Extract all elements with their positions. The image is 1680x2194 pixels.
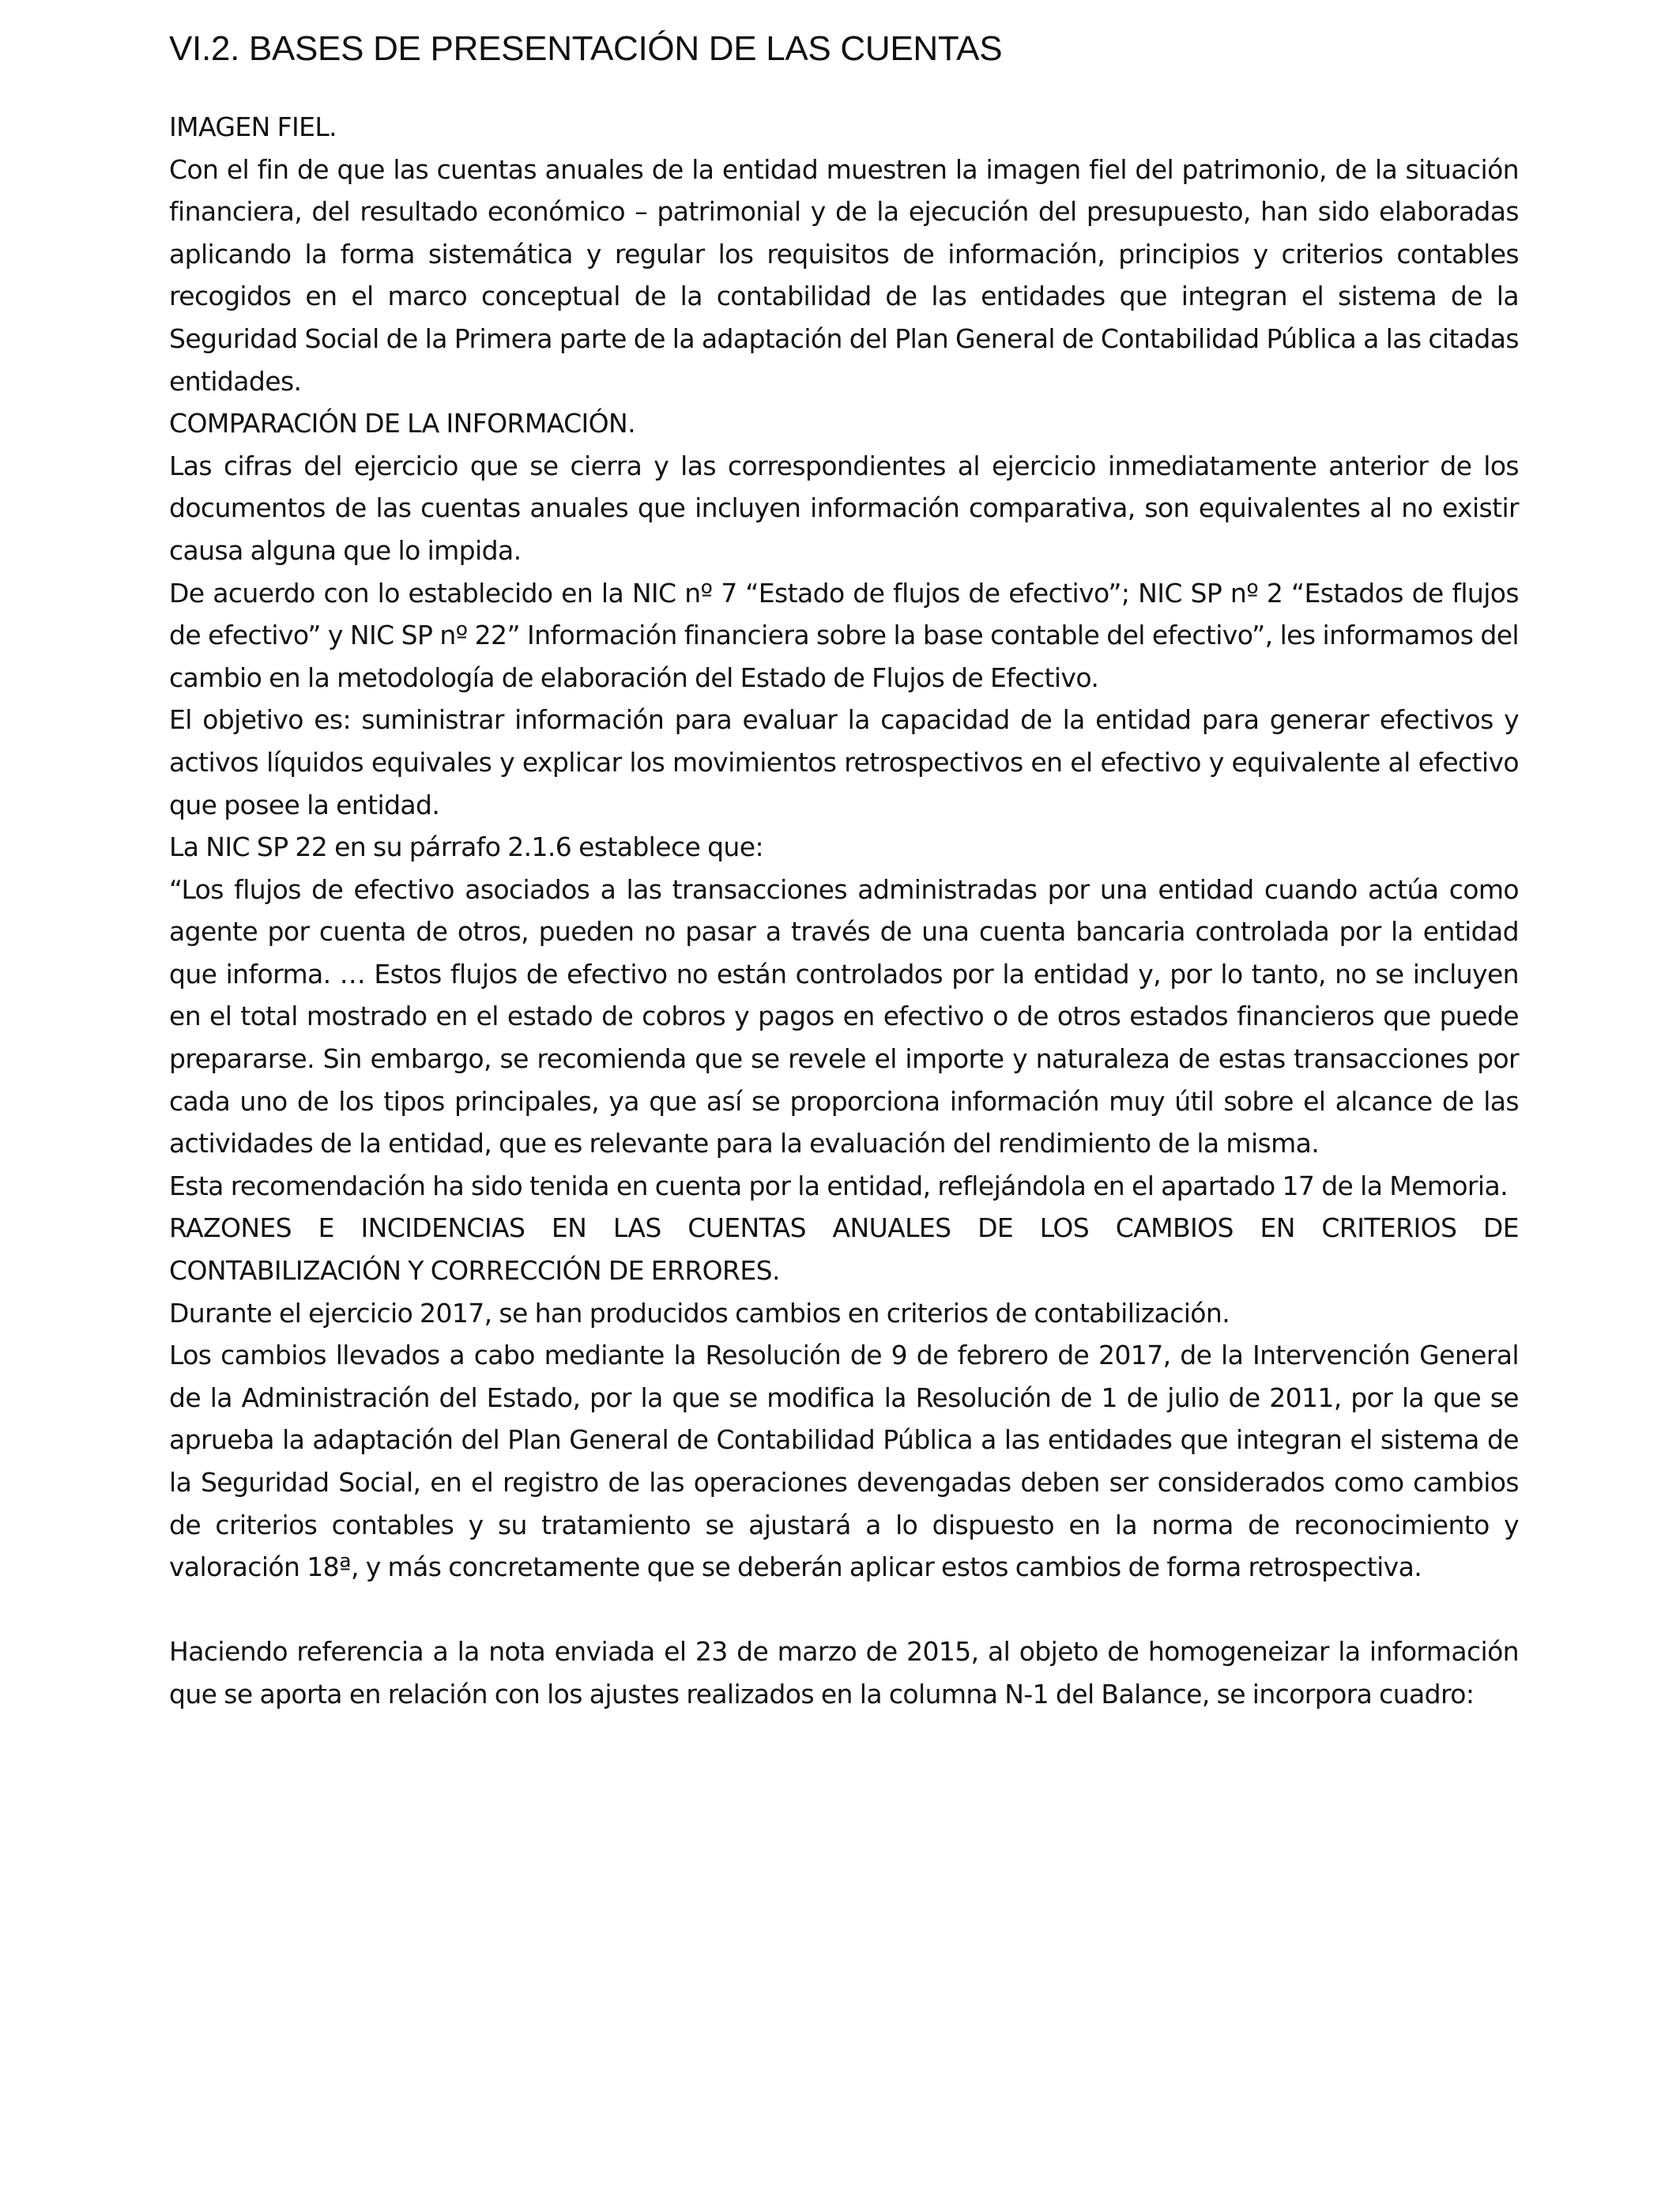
paragraph-recomendacion: Esta recomendación ha sido tenida en cuenta por la entidad, reflejándola en el apartado 17 de la Memoria. <box>169 1170 1508 1201</box>
paragraph-imagen-fiel: Con el fin de que las cuentas anuales de la entidad muestren la imagen fiel del patrimonio, de la situación financiera, del resultado económico – patrimonial y de la ejecución del presupuesto, han sido elaboradas aplicando la forma sistemática y regular los requisitos de información, principios y criterios contables recogidos en el marco conceptual de la contabilidad de las entidades que integran el sistema de la Seguridad Social de la Primera parte de la adaptación del Plan General de Contabilidad Pública a las citadas entidades. <box>169 153 1519 397</box>
blank-line <box>169 1589 1519 1631</box>
paragraph-objetivo: El objetivo es: suministrar información para evaluar la capacidad de la entidad para generar efectivos y activos líquidos equivales y explicar los movimientos retrospectivos en el efectivo y equivalente al efectivo que posee la entidad. <box>169 704 1519 820</box>
section-heading-imagen-fiel: IMAGEN FIEL. <box>169 111 337 142</box>
paragraph-cambios-resolucion: Los cambios llevados a cabo mediante la Resolución de 9 de febrero de 2017, de la Intervención General de la Administración del Estado, por la que se modifica la Resolución de 1 de julio de 2011, por la que se aprueba la adaptación del Plan General de Contabilidad Pública a las entidades que integran el sistema de la Seguridad Social, en el registro de las operaciones devengadas deben ser considerados como cambios de criterios contables y su tratamiento se ajustará a lo dispuesto en la norma de reconocimiento y valoración 18ª, y más concretamente que se deberán aplicar estos cambios de forma retrospectiva. <box>169 1340 1519 1583</box>
document-page <box>169 28 1519 1716</box>
document-body <box>169 106 1519 1716</box>
paragraph-nota-enviada: Haciendo referencia a la nota enviada el 23 de marzo de 2015, al objeto de homogeneizar la información que se aporta en relación con los ajustes realizados en la columna N-1 del Balance, se incorpora cuadro: <box>169 1636 1519 1710</box>
paragraph-durante-ejercicio: Durante el ejercicio 2017, se han producidos cambios en criterios de contabilización. <box>169 1297 1230 1329</box>
section-heading-razones: RAZONES E INCIDENCIAS EN LAS CUENTAS ANUALES DE LOS CAMBIOS EN CRITERIOS DE CONTABILIZACIÓN Y CORRECCIÓN DE ERRORES. <box>169 1212 1519 1287</box>
paragraph-cifras-ejercicio: Las cifras del ejercicio que se cierra y las correspondientes al ejercicio inmediatamente anterior de los documentos de las cuentas anuales que incluyen información comparativa, son equivalentes al no existir causa alguna que lo impida. <box>169 450 1519 566</box>
page-title: VI.2. BASES DE PRESENTACIÓN DE LAS CUENTAS <box>169 29 1003 68</box>
paragraph-quote-flujos: “Los flujos de efectivo asociados a las transacciones administradas por una entidad cuando actúa como agente por cuenta de otros, pueden no pasar a través de una cuenta bancaria controlada por la entidad que informa. … Estos flujos de efectivo no están controlados por la entidad y, por lo tanto, no se incluyen en el total mostrado en el estado de cobros y pagos en efectivo o de otros estados financieros que puede prepararse. Sin embargo, se recomienda que se revele el importe y naturaleza de estas transacciones por cada uno de los tipos principales, ya que así se proporciona información muy útil sobre el alcance de las actividades de la entidad, que es relevante para la evaluación del rendimiento de la misma. <box>169 873 1519 1159</box>
paragraph-nic-flujos: De acuerdo con lo establecido en la NIC nº 7 “Estado de flujos de efectivo”; NIC SP nº 2 “Estados de flujos de efectivo” y NIC SP nº 22” Información financiera sobre la base contable del efectivo”, les informamos del cambio en la metodología de elaboración del Estado de Flujos de Efectivo. <box>169 577 1519 693</box>
section-heading-comparacion: COMPARACIÓN DE LA INFORMACIÓN. <box>169 408 636 439</box>
paragraph-nic-sp-22: La NIC SP 22 en su párrafo 2.1.6 establece que: <box>169 831 763 863</box>
